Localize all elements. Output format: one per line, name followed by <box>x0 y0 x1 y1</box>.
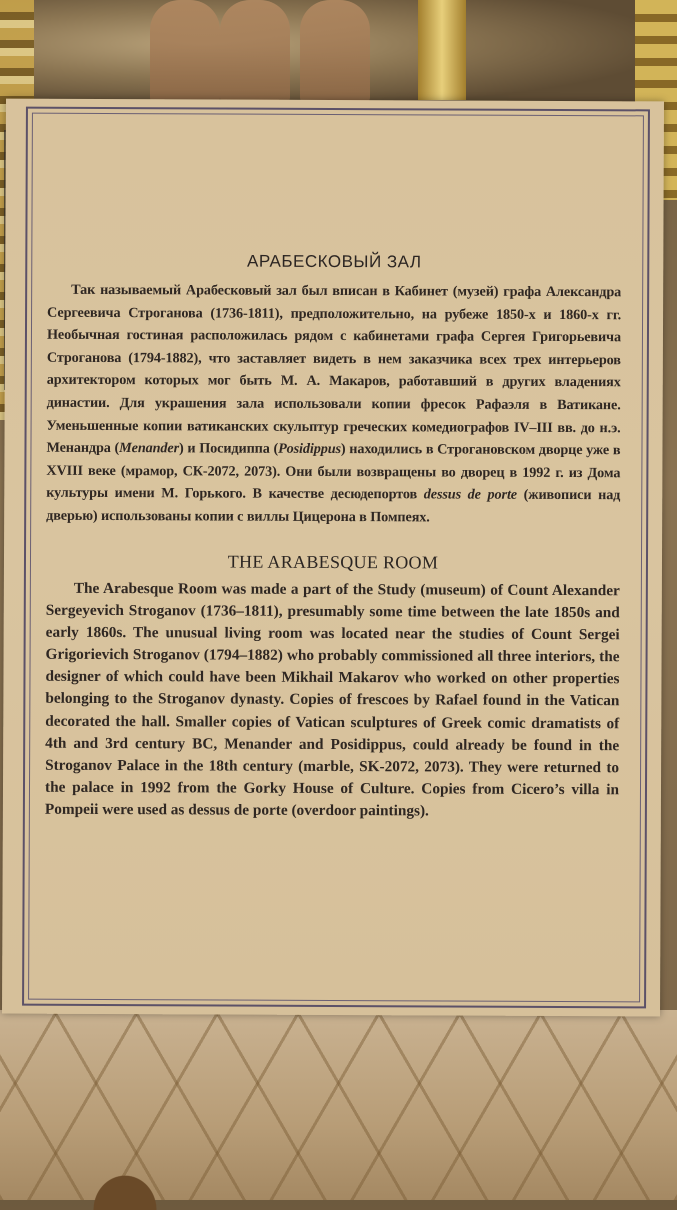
gilded-frame <box>418 0 466 100</box>
fresco-figure <box>300 0 370 105</box>
fresco-figure <box>220 0 290 105</box>
para-ru-menander: Menander <box>119 440 180 457</box>
para-ru-part4: (живописи над дверью) использованы копии с виллы Цицерона в Помпеях. <box>46 487 621 526</box>
para-ru-part3: ) находились в Строгановском дворце уже в XVIII веке (мрамор, СК-2072, 2073). Они были возвращены во дворец в 1992 г. из Дома культуры имени М. Горького. В качестве десюдепортов <box>46 441 621 503</box>
para-ru-part1: Так называемый Арабесковый зал был вписан в Кабинет (музей) графа Александра Сергеевича Строганова (1736-1811), предположительно, на рубеже 1850-х и 1860-х гг. Необычная гостиная расположилась рядом с кабинетами графа Сергея Григорьевича Строганова (1794-1882), что заставляет видеть в нем заказчика всех трех интерьеров архитектором которых мог быть М. А. Макаров, работавший в других владениях династии. Для украшения зала использовали копии фресок Рафаэля в Ватикане. Уменьшенные копии ватиканских скульптур греческих комедиографов IV–III вв. до н.э. Менандра ( <box>46 281 622 457</box>
floor-ornament <box>70 1150 180 1210</box>
title-english: THE ARABESQUE ROOM <box>227 551 439 573</box>
para-ru-dessus: dessus de porte <box>423 486 518 504</box>
para-ru-posidippus: Posidippus <box>278 440 341 458</box>
para-ru-part2: ) и Посидиппа ( <box>179 440 279 457</box>
fresco-figure <box>150 0 220 105</box>
paragraph-english: The Arabesque Room was made a part of the Study (museum) of Count Alexander Sergeyevich Stroganov (1736–1811), presumably some time between the late 1850s and early 1860s. The unusual living room was located near the studies of Count Sergei Grigorievich Stroganov (1794–1882) who probably commissioned all three interiors, the designer of which could have been Mikhail Makarov who worked on other properties belonging to the Stroganov dynasty. Copies of frescoes by Rafael found in the Vatican decorated the hall. Smaller copies of Vatican sculptures of Greek comic dramatists of 4th and 3rd century BC, Menander and Posidippus, could already be found in the Stroganov Palace in the 18th century (marble, SK-2072, 2073). They were returned to the palace in 1992 from the Gorky House of Culture. Copies from Cicero’s villa in Pompeii were used as dessus de porte (overdoor paintings). <box>44 579 620 820</box>
title-russian: АРАБЕСКОВЫЙ ЗАЛ <box>246 251 422 272</box>
paragraph-russian <box>46 279 621 530</box>
info-sign <box>2 99 664 1017</box>
